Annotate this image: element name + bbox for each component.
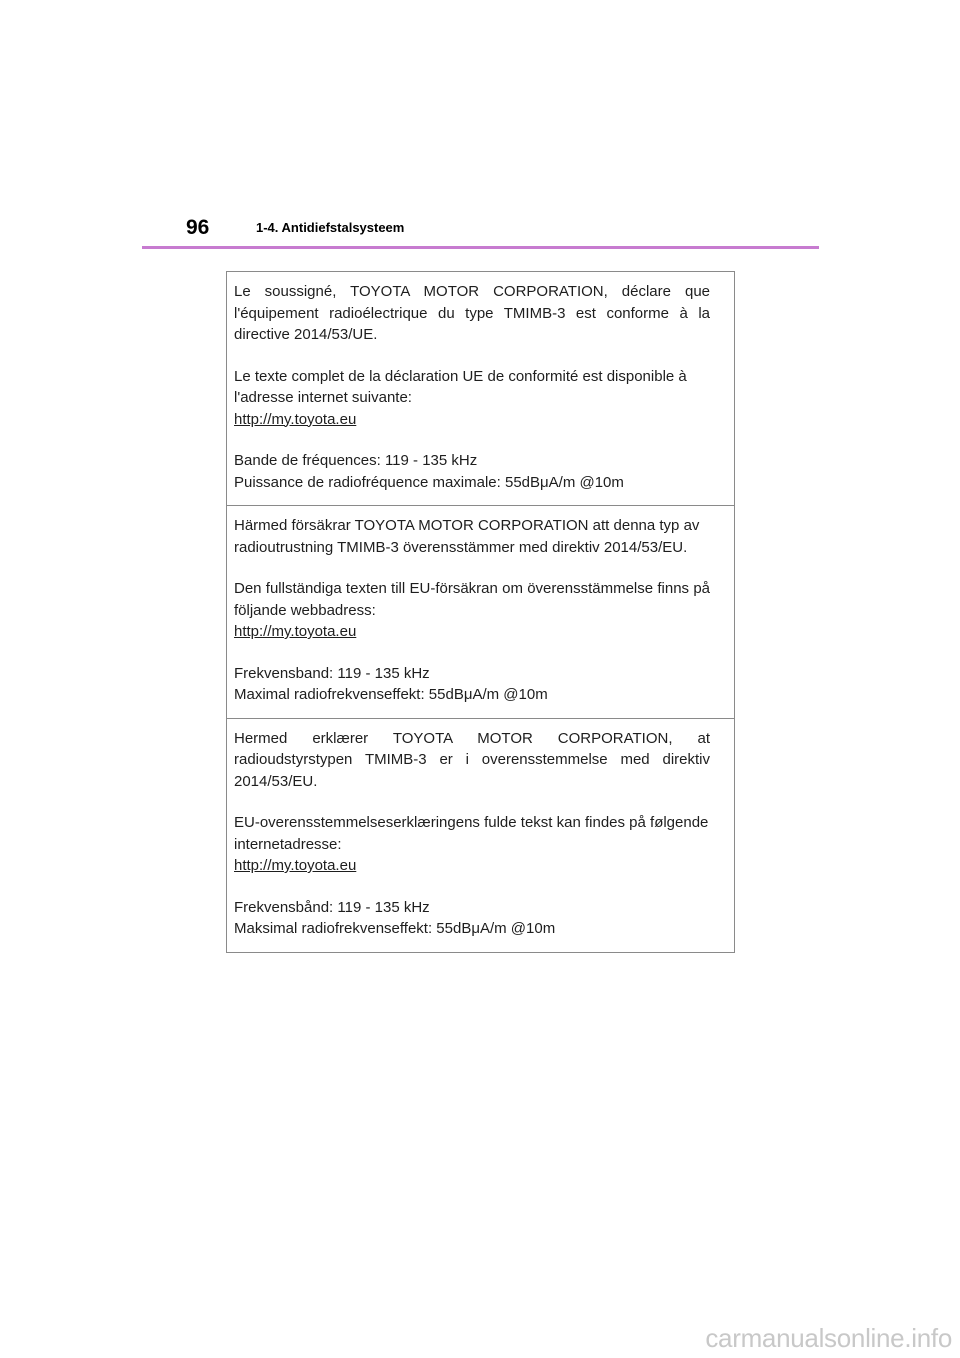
declaration-availability — [234, 812, 710, 877]
page-header — [142, 212, 819, 249]
watermark: carmanualsonline.info — [705, 1323, 952, 1353]
declaration-section-french — [227, 272, 734, 505]
max-power: Maximal radiofrekvenseffekt: 55dBμA/m @10m — [234, 686, 548, 703]
toyota-link[interactable]: http://my.toyota.eu — [234, 857, 357, 874]
frequency-band: Frekvensbånd: 119 - 135 kHz — [234, 898, 430, 916]
availability-text: EU-overensstemmelseserklæringens fulde tekst kan findes på følgende internetadresse: — [234, 814, 709, 853]
frequency-band: Frekvensband: 119 - 135 kHz — [234, 664, 430, 682]
declaration-availability — [234, 578, 710, 643]
section-title: 1-4. Antidiefstalsysteem — [256, 220, 405, 235]
toyota-link[interactable]: http://my.toyota.eu — [234, 410, 357, 428]
availability-text: Le texte complet de la déclaration UE de conformité est disponible à l'adresse internet suivante: — [234, 367, 687, 406]
toyota-link[interactable]: http://my.toyota.eu — [234, 623, 357, 640]
declaration-statement: Le soussigné, TOYOTA MOTOR CORPORATION, déclare que l'équipement radioélectrique du type TMIMB-3 est conforme à la directive 2014/53/UE. — [234, 283, 710, 343]
declaration-box — [226, 271, 735, 953]
availability-text: Den fullständiga texten till EU-försäkran om överensstämmelse finns på följande webbadress: — [234, 580, 710, 619]
declaration-specs — [234, 663, 710, 706]
declaration-statement: Härmed försäkrar TOYOTA MOTOR CORPORATION att denna typ av radioutrustning TMIMB-3 överensstämmer med direktiv 2014/53/EU. — [234, 517, 700, 556]
declaration-specs — [234, 450, 710, 493]
frequency-band: Bande de fréquences: 119 - 135 kHz — [234, 452, 478, 469]
max-power: Puissance de radiofréquence maximale: 55dBμA/m @10m — [234, 473, 624, 491]
max-power: Maksimal radiofrekvenseffekt: 55dBμA/m @10m — [234, 920, 556, 937]
declaration-statement: Hermed erklærer TOYOTA MOTOR CORPORATION, at radioudstyrstypen TMIMB-3 er i overensstemmelse med direktiv 2014/53/EU. — [234, 729, 710, 790]
declaration-section-danish — [227, 718, 734, 952]
page-number: 96 — [186, 216, 210, 239]
declaration-section-swedish — [227, 505, 734, 718]
declaration-availability — [234, 366, 710, 431]
declaration-specs — [234, 897, 710, 940]
